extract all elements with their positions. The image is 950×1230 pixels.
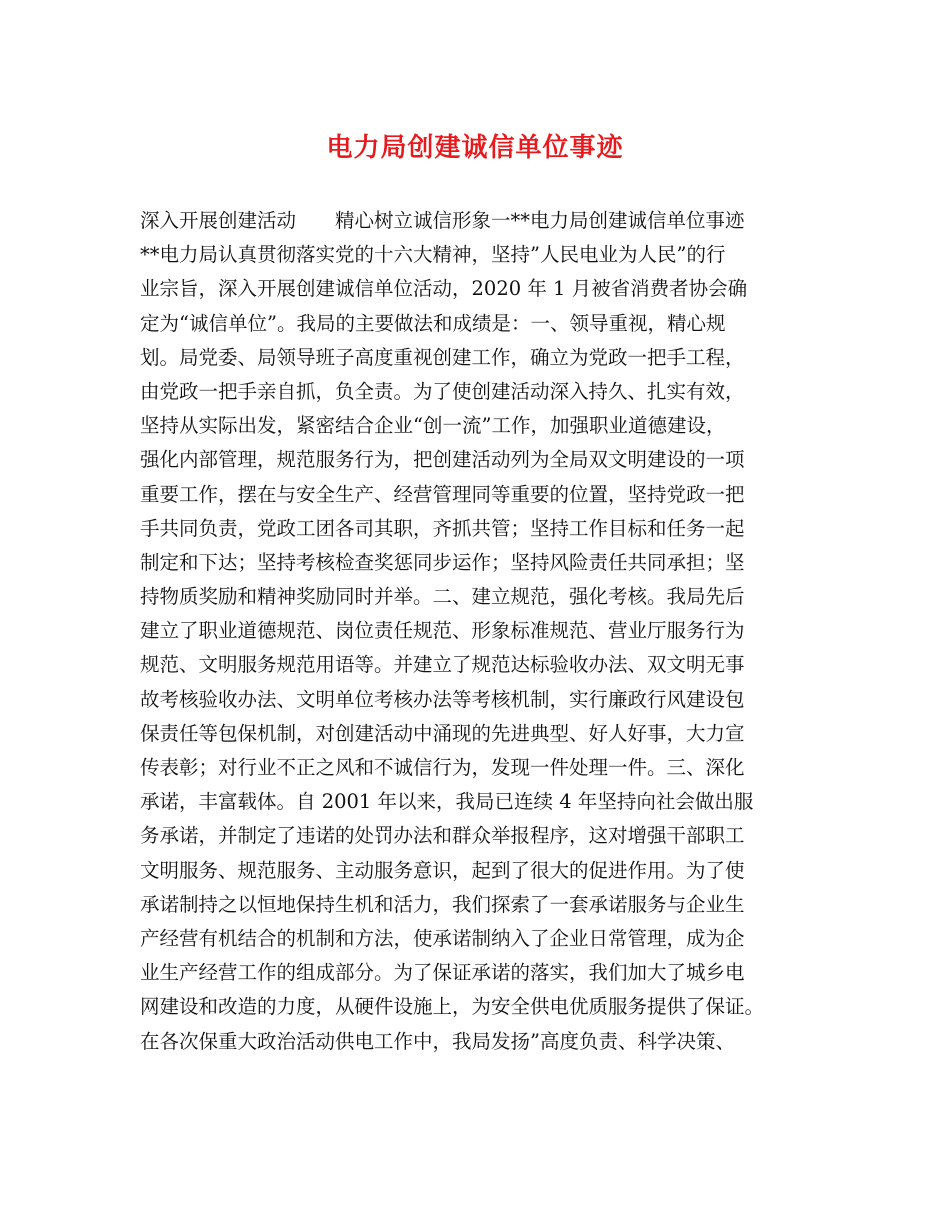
body-line: 承诺制持之以恒地保持生机和活力，我们探索了一套承诺服务与企业生 [140, 892, 745, 916]
body-line: 故考核验收办法、文明单位考核办法等考核机制，实行廉政行风建设包 [140, 687, 745, 711]
body-line: 坚持从实际出发，紧密结合企业“创一流”工作，加强职业道德建设， [140, 414, 726, 438]
body-line: 承诺，丰富载体。自 2001 年以来，我局已连续 4 年坚持向社会做出服 [140, 790, 754, 814]
body-line: 传表彰；对行业不正之风和不诚信行为，发现一件处理一件。三、深化 [140, 756, 745, 779]
body-line: **电力局认真贯彻落实党的十六大精神，坚持”人民电业为人民”的行 [140, 243, 726, 267]
body-line: 在各次保重大政治活动供电工作中，我局发扬”高度负责、科学决策、 [140, 1029, 735, 1053]
body-line: 由党政一把手亲自抓，负全责。为了使创建活动深入持久、扎实有效， [140, 379, 745, 403]
body-line: 务承诺，并制定了违诺的处罚办法和群众举报程序，这对增强干部职工 [140, 824, 745, 848]
body-line: 定为“诚信单位”。我局的主要做法和成绩是：一、领导重视，精心规 [140, 311, 726, 335]
body-line: 划。局党委、局领导班子高度重视创建工作，确立为党政一把手工程， [140, 345, 745, 369]
body-line: 强化内部管理，规范服务行为，把创建活动列为全局双文明建设的一项 [140, 448, 745, 472]
body-line: 深入开展创建活动 精心树立诚信形象一**电力局创建诚信单位事迹 [140, 209, 745, 232]
body-line: 持物质奖励和精神奖励同时并举。二、建立规范，强化考核。我局先后 [140, 585, 745, 609]
body-line: 手共同负责，党政工团各司其职，齐抓共管；坚持工作目标和任务一起 [140, 516, 745, 540]
body-line: 产经营有机结合的机制和方法，使承诺制纳入了企业日常管理，成为企 [140, 926, 745, 950]
body-line: 规范、文明服务规范用语等。并建立了规范达标验收办法、双文明无事 [140, 653, 745, 677]
body-line: 文明服务、规范服务、主动服务意识，起到了很大的促进作用。为了使 [140, 858, 745, 882]
body-line: 建立了职业道德规范、岗位责任规范、形象标准规范、营业厅服务行为 [140, 619, 745, 643]
document-body [140, 204, 830, 1059]
body-line: 业生产经营工作的组成部分。为了保证承诺的落实，我们加大了城乡电 [140, 961, 745, 985]
body-line: 业宗旨，深入开展创建诚信单位活动，2020 年 1 月被省消费者协会确 [140, 277, 748, 301]
body-line: 制定和下达；坚持考核检查奖惩同步运作；坚持风险责任共同承担；坚 [140, 550, 745, 574]
body-line: 保责任等包保机制，对创建活动中涌现的先进典型、好人好事，大力宣 [140, 721, 745, 745]
body-line: 重要工作，摆在与安全生产、经营管理同等重要的位置，坚持党政一把 [140, 482, 745, 506]
document-title: 电力局创建诚信单位事迹 [326, 133, 624, 163]
body-line: 网建设和改造的力度，从硬件设施上，为安全供电优质服务提供了保证。 [140, 995, 765, 1019]
